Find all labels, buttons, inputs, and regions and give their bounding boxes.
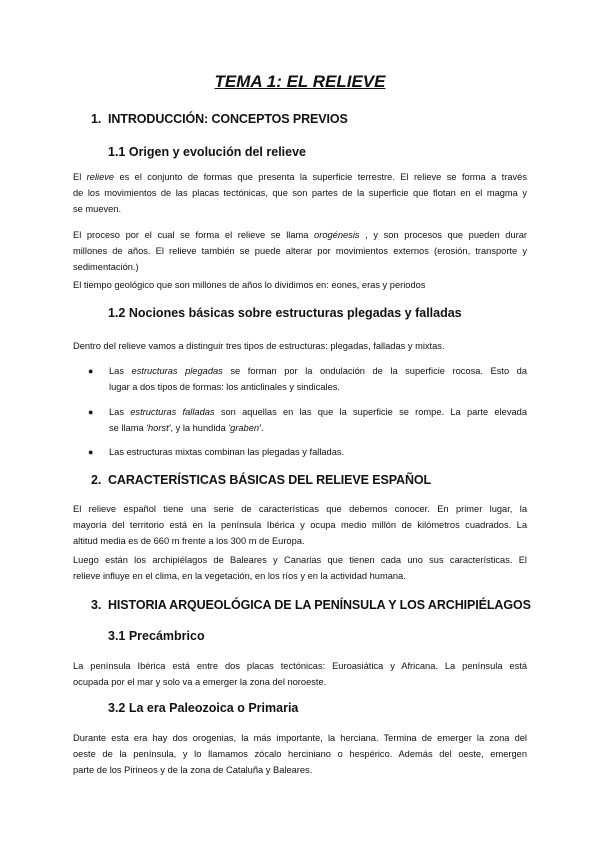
text-line: El relieve español tiene una serie de características que debemos conocer. En primer lugar, la bbox=[73, 504, 527, 514]
paragraph-geologic-time: El tiempo geológico que son millones de años lo dividimos en: eones, eras y periodos bbox=[73, 280, 426, 290]
section-number: 2. bbox=[91, 473, 102, 487]
paragraph-relieve-definition bbox=[73, 169, 527, 217]
subsection-heading-1-1: 1.1 Origen y evolución del relieve bbox=[108, 145, 306, 159]
text-line: Durante esta era hay dos orogenias, la más importante, la herciana. Termina de emerger la zona del bbox=[73, 733, 527, 743]
text-line: Luego están los archipiélagos de Baleares y Canarias que tienen cada uno sus características. El bbox=[73, 555, 527, 565]
paragraph-structure-types: Dentro del relieve vamos a distinguir tres tipos de estructuras: plegadas, falladas y mixtas. bbox=[73, 341, 445, 351]
text-line: lugar a dos tipos de formas: los anticlinales y sindicales. bbox=[109, 382, 340, 392]
section-heading-3 bbox=[91, 598, 531, 612]
emphasis-text: relieve bbox=[86, 172, 115, 182]
text-run: El bbox=[73, 172, 87, 182]
text-run: Las bbox=[109, 366, 132, 376]
emphasis-text: estructuras plegadas bbox=[131, 366, 223, 376]
text-line: oeste de la península, y lo llamamos zócalo herciniano o hespérico. Además del oeste, emergen bbox=[73, 749, 527, 759]
text-line: sedimentación.) bbox=[73, 262, 139, 272]
bullet-glyph: ● bbox=[88, 366, 94, 376]
text-run: se forman por la ondulación de la superficie rocosa. Esto da bbox=[222, 366, 528, 376]
text-line: de los movimientos de las placas tectónicas, que son partes de la superficie que flotan en el magma y bbox=[73, 188, 527, 198]
paragraph-precambrico bbox=[73, 658, 527, 690]
text-run: Las bbox=[109, 407, 131, 417]
emphasis-text: 'horst' bbox=[146, 423, 171, 433]
text-line: relieve influye en el clima, en la vegetación, en los ríos y en la actividad humana. bbox=[73, 571, 406, 581]
bullet-glyph: ● bbox=[88, 407, 94, 417]
text-line: millones de años. El relieve también se puede alterar por movimientos externos (erosión, transporte y bbox=[73, 246, 527, 256]
text-line: mayoría del territorio está en la península Ibérica y ocupa medio millón de kilómetros cuadrados. La bbox=[73, 520, 527, 530]
section-number: 1. bbox=[91, 112, 102, 126]
bullet-item-mixtas: Las estructuras mixtas combinan las plegadas y falladas. bbox=[109, 447, 345, 457]
paragraph-orogenesis bbox=[73, 227, 527, 275]
bullet-item-falladas bbox=[109, 404, 527, 436]
text-line: ocupada por el mar y solo va a emerger la zona del noroeste. bbox=[73, 677, 327, 687]
section-number: 3. bbox=[91, 598, 102, 612]
text-run: , y son procesos que pueden durar bbox=[359, 230, 527, 240]
emphasis-text: orogénesis bbox=[314, 230, 360, 240]
subsection-heading-3-1: 3.1 Precámbrico bbox=[108, 629, 205, 643]
text-run: es el conjunto de formas que presenta la superficie terrestre. El relieve se forma a través bbox=[114, 172, 527, 182]
text-run: son aquellas en las que la superficie se rompe. La parte elevada bbox=[214, 407, 527, 417]
bullet-glyph: ● bbox=[88, 447, 94, 457]
section-title: HISTORIA ARQUEOLÓGICA DE LA PENÍNSULA Y LOS ARCHIPIÉLAGOS bbox=[108, 598, 531, 612]
text-run: se llama bbox=[109, 423, 147, 433]
paragraph-paleozoica bbox=[73, 730, 527, 778]
paragraph-relieve-espanol bbox=[73, 501, 527, 549]
emphasis-text: 'graben' bbox=[228, 423, 261, 433]
section-heading-1 bbox=[91, 112, 348, 126]
text-run: . bbox=[260, 423, 264, 433]
text-line: La península Ibérica está entre dos placas tectónicas: Euroasiática y Africana. La península está bbox=[73, 661, 527, 671]
text-line: se mueven. bbox=[73, 204, 122, 214]
text-line: parte de los Pirineos y de la zona de Cataluña y Baleares. bbox=[73, 765, 313, 775]
text-line: altitud media es de 660 m frente a los 300 m de Europa. bbox=[73, 536, 305, 546]
section-title: INTRODUCCIÓN: CONCEPTOS PREVIOS bbox=[108, 112, 348, 126]
subsection-heading-1-2: 1.2 Nociones básicas sobre estructuras plegadas y falladas bbox=[108, 306, 462, 320]
text-run: El proceso por el cual se forma el relieve se llama bbox=[73, 230, 315, 240]
document-title: TEMA 1: EL RELIEVE bbox=[214, 72, 386, 91]
bullet-item-plegadas bbox=[109, 363, 527, 395]
emphasis-text: estructuras falladas bbox=[130, 407, 215, 417]
section-title: CARACTERÍSTICAS BÁSICAS DEL RELIEVE ESPAÑOL bbox=[108, 473, 432, 487]
subsection-heading-3-2: 3.2 La era Paleozoica o Primaria bbox=[108, 701, 299, 715]
paragraph-archipielagos bbox=[73, 552, 527, 584]
section-heading-2 bbox=[91, 473, 431, 487]
text-run: , y la hundida bbox=[170, 423, 229, 433]
